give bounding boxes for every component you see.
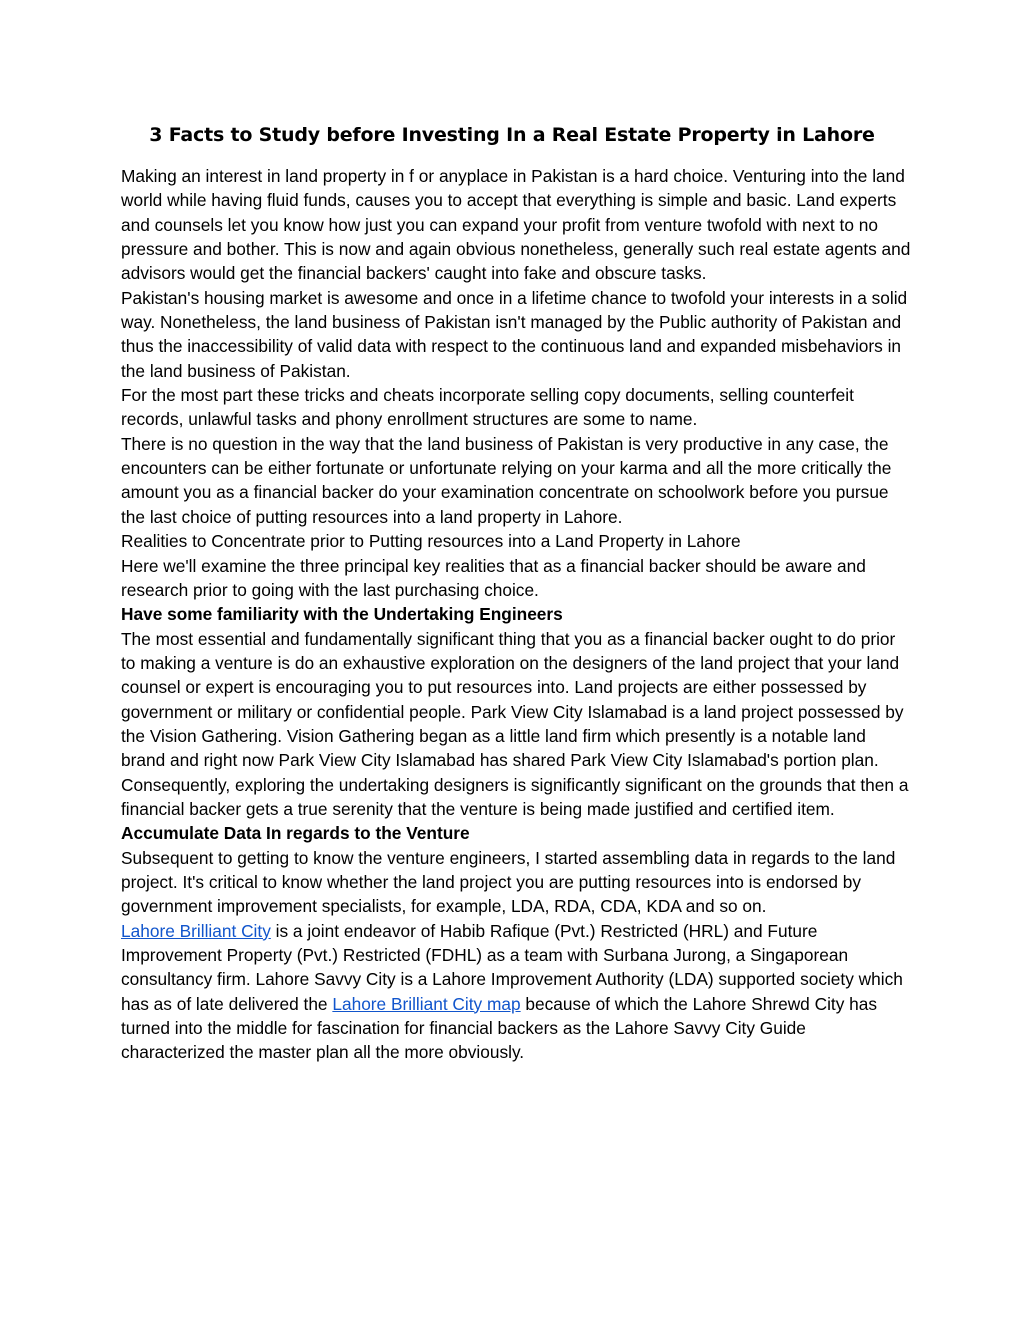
paragraph-intro: Making an interest in land property in f or anyplace in Pakistan is a hard choice. Venturing into the land world while having fluid funds, causes you to accept that everything is simple and basic. Land experts and counsels let you know how just you can expand your profit from venture twofold with next to no pressure and bother. This is now and again obvious nonetheless, generally such real estate agents and advisors would get the financial backers' caught into fake and obscure tasks. (121, 166, 911, 284)
link-lahore-brilliant-city[interactable]: Lahore Brilliant City (121, 920, 271, 941)
paragraph-data: Subsequent to getting to know the venture engineers, I started assembling data in regards to the land project. It's critical to know whether the land project you are putting resources into is endorsed by government improvement specialists, for example, LDA, RDA, CDA, KDA and so on. (121, 847, 896, 917)
paragraph-tricks: For the most part these tricks and cheats incorporate selling copy documents, selling counterfeit records, unlawful tasks and phony enrollment structures are some to name. (121, 385, 854, 430)
paragraph-lahore-city-text1: is a joint endeavor of Habib Rafique (Pvt.) Restricted (HRL) and Future Improvement Property (Pvt.) Restricted (FDHL) as a team with Surbana Jurong, a Singaporean consultancy firm. Lahore Savvy City is a Lahore Improvement Authority (LDA) supported society which has as of late delivered the (121, 920, 903, 1014)
section-heading-data: Accumulate Data In regards to the Venture (121, 823, 470, 844)
paragraph-housing-market: Pakistan's housing market is awesome and once in a lifetime chance to twofold your interests in a solid way. Nonetheless, the land business of Pakistan isn't managed by the Public authority of Pakistan and thus the inaccessibility of valid data with respect to the continuous land and expanded misbehaviors in the land business of Pakistan. (121, 287, 908, 381)
link-lahore-brilliant-city-map[interactable]: Lahore Brilliant City map (332, 993, 521, 1014)
document-body (121, 164, 911, 1065)
paragraph-business-productive: There is no question in the way that the land business of Pakistan is very productive in any case, the encounters can be either fortunate or unfortunate relying on your karma and all the more critically the amount you as a financial backer do your examination concentrate on schoolwork before you pursue the last choice of putting resources into a land property in Lahore. (121, 433, 892, 527)
paragraph-consequently: Consequently, exploring the undertaking designers is significantly significant on the grounds that then a financial backer gets a true serenity that the venture is being made justified and certified item. (121, 774, 909, 819)
paragraph-lahore-city (121, 919, 911, 1065)
paragraph-examine: Here we'll examine the three principal key realities that as a financial backer should be aware and research prior to going with the last purchasing choice. (121, 555, 866, 600)
document-title: 3 Facts to Study before Investing In a Real Estate Property in Lahore (149, 124, 875, 146)
section-heading-engineers: Have some familiarity with the Undertaking Engineers (121, 604, 563, 625)
paragraph-lahore-city-text2: because of which the Lahore Shrewd City has turned into the middle for fascination for financial backers as the Lahore Savvy City Guide characterized the master plan all the more obviously. (121, 993, 878, 1063)
paragraph-realities-title: Realities to Concentrate prior to Putting resources into a Land Property in Lahore (121, 531, 741, 552)
paragraph-engineers: The most essential and fundamentally significant thing that you as a financial backer ought to do prior to making a venture is do an exhaustive exploration on the designers of the land project that your land counsel or expert is encouraging you to put resources into. Land projects are either possessed by government or military or confidential people. Park View City Islamabad is a land project possessed by the Vision Gathering. Vision Gathering began as a little land firm which presently is a notable land brand and right now Park View City Islamabad has shared Park View City Islamabad's portion plan. (121, 628, 904, 771)
